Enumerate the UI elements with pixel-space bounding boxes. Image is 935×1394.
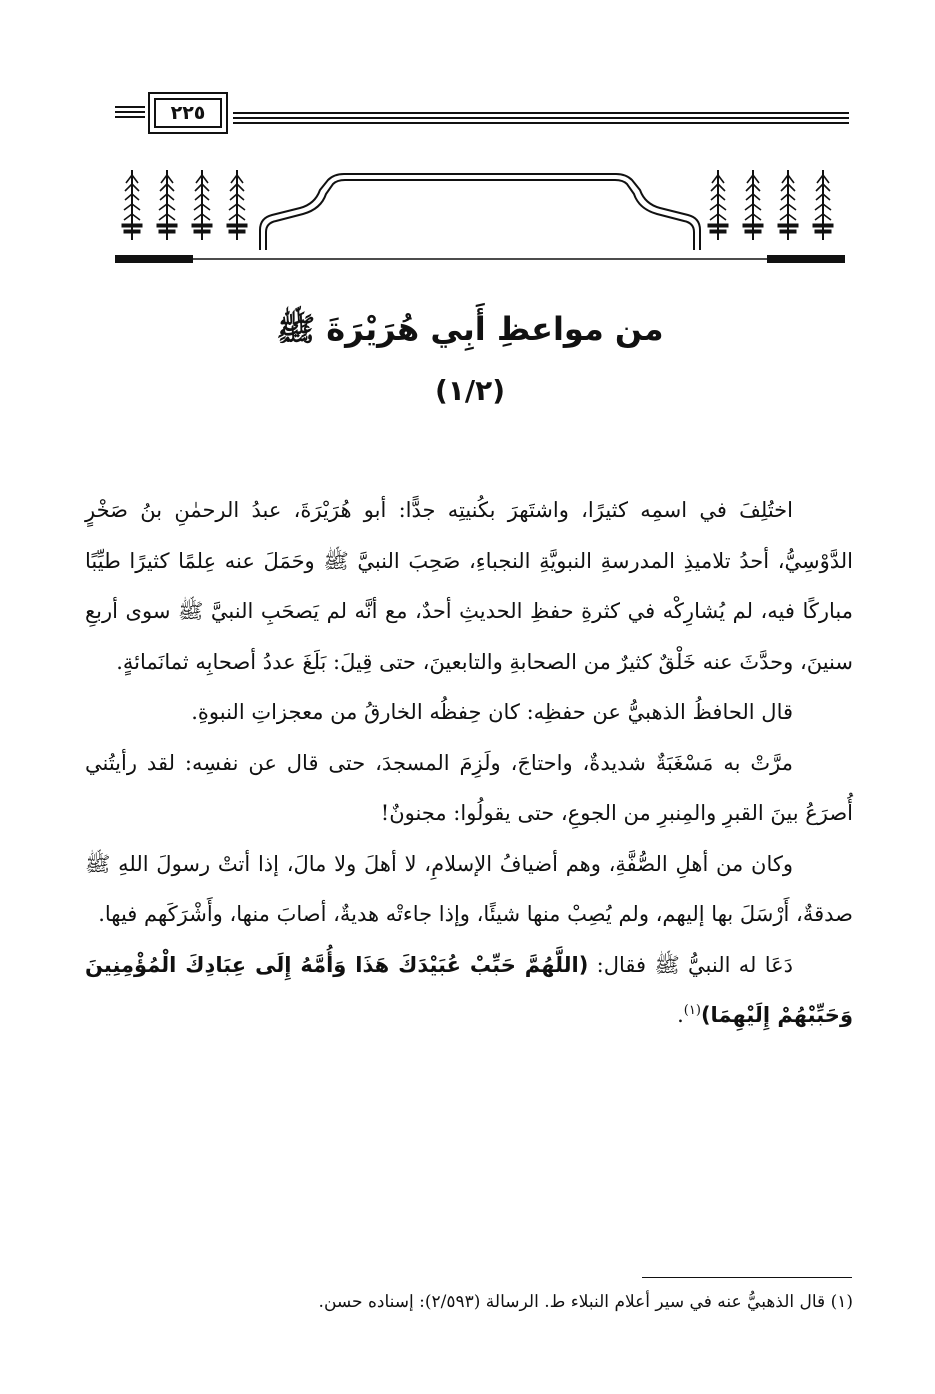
plant-icon bbox=[778, 170, 798, 240]
page-number: ٢٢٥ bbox=[170, 102, 206, 124]
footnote-ref: (١) bbox=[683, 1003, 701, 1018]
paragraph: وكان من أهلِ الصُّفَّةِ، وهم أضيافُ الإسلامِ، لا أهلَ ولا مالَ، إذا أتتْ رسولَ اللهِ ﷺ صدقةٌ، أَرْسَلَ بها إليهم، ولم يُصِبْ منها شيئًا، وإذا جاءتْه هديةٌ، أصابَ منها، وأَشْرَكَهم فيها. bbox=[85, 851, 853, 926]
paragraph-hadith bbox=[85, 940, 853, 1041]
header-rule-right bbox=[233, 112, 849, 128]
plant-icon bbox=[708, 170, 728, 240]
footnote: (١) قال الذهبيُّ عنه في سير أعلام النبلاء ط. الرسالة (٢/٥٩٣): إسناده حسن. bbox=[318, 1292, 853, 1312]
chapter-ornament bbox=[110, 160, 850, 270]
chapter-title: من مواعظِ أَبِي هُرَيْرَةَ ﷺ bbox=[276, 310, 664, 348]
paragraph: مرَّتْ به مَسْغَبَةٌ شديدةٌ، واحتاجَ، ولَزِمَ المسجدَ، حتى قال عن نفسِه: لقد رأيتُني أُصرَعُ بينَ القبرِ والمِنبرِ من الجوعِ، حتى يقولُوا: مجنونٌ! bbox=[85, 750, 853, 825]
plant-icon bbox=[227, 170, 247, 240]
plant-icon bbox=[157, 170, 177, 240]
body-text bbox=[85, 485, 853, 1041]
page-number-box bbox=[148, 92, 228, 134]
plant-icon bbox=[813, 170, 833, 240]
plant-icon bbox=[122, 170, 142, 240]
paragraph: قال الحافظُ الذهبيُّ عن حفظِه: كان حِفظُه الخارقُ من معجزاتِ النبوةِ. bbox=[191, 700, 793, 724]
chapter-part-number: (١/٢) bbox=[435, 374, 505, 407]
hadith-quote: (اللَّهُمَّ حَبِّبْ عُبَيْدَكَ هَذَا وَأُمَّهُ إِلَى عِبَادِكَ الْمُؤْمِنِينَ وَحَبِّبْهُمْ إِلَيْهِمَا) bbox=[85, 952, 853, 1027]
hadith-end: . bbox=[677, 1003, 684, 1027]
paragraph: اختُلِفَ في اسمِه كثيرًا، واشتَهرَ بكُنيتِه جدًّا: أبو هُرَيْرَةَ، عبدُ الرحمٰنِ بنُ صَخْرٍ الدَّوْسِيُّ، أحدُ تلاميذِ المدرسةِ النبويَّةِ النجباءِ، صَحِبَ النبيَّ ﷺ وحَمَلَ عنه عِلمًا كثيرًا طيِّبًا مباركًا فيه، لم يُشارِكْه في كثرةِ حفظِ الحديثِ أحدٌ، مع أنَّه لم يَصحَبِ النبيَّ ﷺ سوى أربعِ سنينَ، وحدَّثَ عنه خَلْقٌ كثيرٌ من الصحابةِ والتابعينَ، حتى قِيلَ: بَلَغَ عددُ أصحابِه ثمانَمائةٍ. bbox=[85, 498, 853, 674]
hadith-intro: دَعَا له النبيُّ ﷺ فقال: bbox=[588, 952, 793, 977]
plant-icon bbox=[192, 170, 212, 240]
footnote-divider bbox=[642, 1277, 852, 1278]
plant-icon bbox=[743, 170, 763, 240]
header-rule-left bbox=[115, 106, 145, 128]
